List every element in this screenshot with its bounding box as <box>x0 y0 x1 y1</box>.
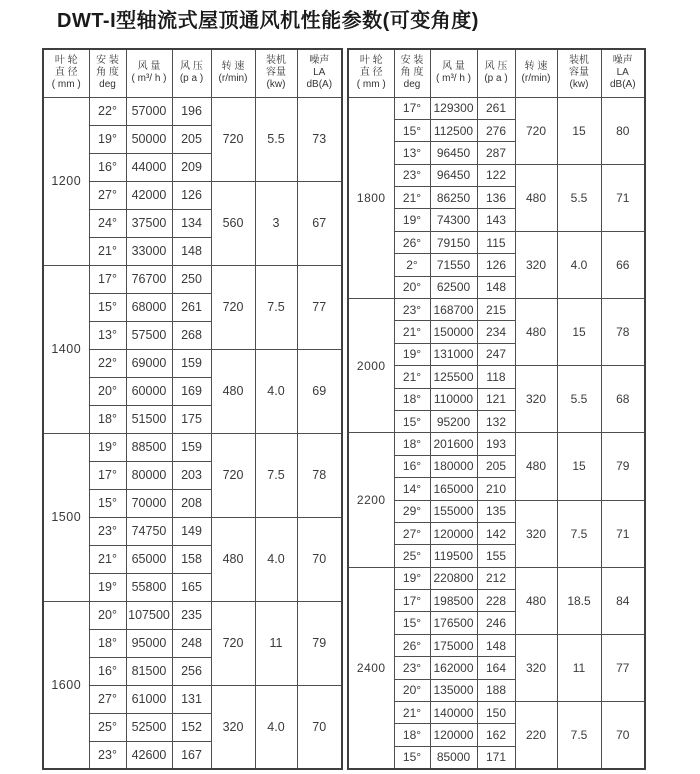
cell-power: 7.5 <box>557 500 601 567</box>
cell-pressure: 256 <box>172 657 211 685</box>
col-header-diameter <box>348 49 394 97</box>
col-header-line: 风 压 <box>484 61 508 73</box>
cell-angle: 23° <box>394 299 430 321</box>
cell-angle: 22° <box>89 97 126 125</box>
cell-angle: 20° <box>89 601 126 629</box>
cell-pressure: 158 <box>172 545 211 573</box>
col-header-line: (p a ) <box>484 73 508 85</box>
cell-pressure: 135 <box>477 500 515 522</box>
header-row <box>43 49 342 97</box>
table-row <box>43 601 342 629</box>
col-header-line: 风 压 <box>180 61 203 73</box>
cell-volume: 220800 <box>430 567 477 589</box>
cell-pressure: 149 <box>172 517 211 545</box>
col-header-line: LA <box>616 67 629 79</box>
cell-speed: 720 <box>515 97 557 164</box>
cell-angle: 19° <box>89 573 126 601</box>
cell-noise: 80 <box>601 97 645 164</box>
cell-angle: 16° <box>89 153 126 181</box>
cell-noise: 78 <box>297 433 342 517</box>
cell-pressure: 209 <box>172 153 211 181</box>
col-header-line: 角 度 <box>96 67 119 79</box>
col-header-line: 装机 <box>266 54 286 66</box>
col-header-line: (kw) <box>569 79 589 91</box>
cell-power: 5.5 <box>557 164 601 231</box>
cell-power: 15 <box>557 97 601 164</box>
cell-noise: 68 <box>601 366 645 433</box>
col-header-line: LA <box>313 67 326 79</box>
cell-volume: 88500 <box>126 433 172 461</box>
cell-pressure: 196 <box>172 97 211 125</box>
col-header-line: 叶 轮 <box>359 54 383 66</box>
cell-pressure: 268 <box>172 321 211 349</box>
col-header-pressure <box>172 49 211 97</box>
cell-volume: 140000 <box>430 702 477 724</box>
cell-pressure: 261 <box>477 97 515 119</box>
cell-angle: 19° <box>394 209 430 231</box>
cell-speed: 720 <box>211 433 255 517</box>
cell-speed: 320 <box>515 231 557 298</box>
cell-diameter: 1400 <box>43 265 89 433</box>
cell-volume: 125500 <box>430 366 477 388</box>
col-header-line: (r/min) <box>218 73 248 85</box>
cell-angle: 20° <box>394 276 430 298</box>
col-header-pressure <box>477 49 515 97</box>
cell-pressure: 261 <box>172 293 211 321</box>
cell-pressure: 136 <box>477 187 515 209</box>
cell-speed: 720 <box>211 97 255 181</box>
cell-pressure: 276 <box>477 119 515 141</box>
cell-noise: 70 <box>601 702 645 769</box>
col-header-line: (r/min) <box>521 73 551 85</box>
col-header-line: 噪声 <box>309 54 330 66</box>
cell-pressure: 287 <box>477 142 515 164</box>
col-header-line: 噪声 <box>612 54 633 66</box>
cell-angle: 22° <box>89 349 126 377</box>
cell-power: 3 <box>255 181 297 265</box>
cell-volume: 176500 <box>430 612 477 634</box>
cell-noise: 73 <box>297 97 342 181</box>
cell-speed: 480 <box>515 567 557 634</box>
cell-pressure: 131 <box>172 685 211 713</box>
col-header-line: 安 装 <box>400 54 424 66</box>
cell-volume: 52500 <box>126 713 172 741</box>
cell-power: 4.0 <box>557 231 601 298</box>
spec-table-right <box>347 48 646 770</box>
cell-angle: 26° <box>394 231 430 253</box>
cell-volume: 86250 <box>430 187 477 209</box>
cell-volume: 110000 <box>430 388 477 410</box>
cell-angle: 16° <box>394 455 430 477</box>
cell-pressure: 162 <box>477 724 515 746</box>
cell-power: 18.5 <box>557 567 601 634</box>
cell-speed: 480 <box>515 164 557 231</box>
col-header-speed <box>211 49 255 97</box>
cell-angle: 21° <box>394 366 430 388</box>
cell-volume: 55800 <box>126 573 172 601</box>
cell-noise: 66 <box>601 231 645 298</box>
cell-noise: 70 <box>297 685 342 769</box>
cell-angle: 16° <box>89 657 126 685</box>
cell-angle: 15° <box>394 612 430 634</box>
cell-power: 5.5 <box>255 97 297 181</box>
col-header-power <box>255 49 297 97</box>
cell-speed: 320 <box>515 500 557 567</box>
cell-pressure: 215 <box>477 299 515 321</box>
cell-volume: 79150 <box>430 231 477 253</box>
cell-pressure: 142 <box>477 522 515 544</box>
cell-volume: 112500 <box>430 119 477 141</box>
cell-angle: 19° <box>89 125 126 153</box>
cell-diameter: 1500 <box>43 433 89 601</box>
col-header-line: (p a ) <box>179 73 204 85</box>
table-row <box>348 97 645 119</box>
spec-table-left <box>42 48 343 770</box>
cell-angle: 15° <box>89 293 126 321</box>
col-header-volume <box>430 49 477 97</box>
col-header-line: deg <box>99 79 116 91</box>
cell-angle: 21° <box>394 187 430 209</box>
cell-angle: 15° <box>89 489 126 517</box>
col-header-line: 容量 <box>266 67 286 79</box>
cell-pressure: 122 <box>477 164 515 186</box>
cell-angle: 15° <box>394 746 430 769</box>
cell-angle: 18° <box>89 405 126 433</box>
cell-speed: 320 <box>515 634 557 701</box>
cell-angle: 18° <box>394 724 430 746</box>
cell-pressure: 247 <box>477 343 515 365</box>
cell-volume: 57500 <box>126 321 172 349</box>
cell-pressure: 175 <box>172 405 211 433</box>
cell-angle: 21° <box>394 702 430 724</box>
col-header-line: ( mm ) <box>356 79 386 91</box>
table-row <box>348 567 645 589</box>
cell-noise: 79 <box>601 433 645 500</box>
table-row <box>43 265 342 293</box>
cell-angle: 23° <box>89 741 126 769</box>
cell-speed: 480 <box>515 433 557 500</box>
cell-volume: 162000 <box>430 657 477 679</box>
cell-volume: 51500 <box>126 405 172 433</box>
cell-power: 15 <box>557 433 601 500</box>
cell-pressure: 132 <box>477 410 515 432</box>
cell-volume: 70000 <box>126 489 172 517</box>
cell-pressure: 234 <box>477 321 515 343</box>
cell-volume: 65000 <box>126 545 172 573</box>
cell-pressure: 121 <box>477 388 515 410</box>
cell-pressure: 210 <box>477 478 515 500</box>
col-header-line: 叶 轮 <box>54 54 78 66</box>
cell-angle: 29° <box>394 500 430 522</box>
col-header-noise <box>601 49 645 97</box>
cell-angle: 19° <box>394 343 430 365</box>
cell-pressure: 148 <box>477 276 515 298</box>
cell-volume: 120000 <box>430 522 477 544</box>
col-header-line: deg <box>403 79 421 91</box>
cell-angle: 13° <box>89 321 126 349</box>
cell-noise: 77 <box>297 265 342 349</box>
cell-pressure: 235 <box>172 601 211 629</box>
cell-angle: 20° <box>394 679 430 701</box>
cell-angle: 27° <box>394 522 430 544</box>
cell-noise: 67 <box>297 181 342 265</box>
header-row <box>348 49 645 97</box>
cell-power: 11 <box>255 601 297 685</box>
cell-angle: 21° <box>394 321 430 343</box>
table-row <box>348 433 645 455</box>
cell-speed: 320 <box>515 366 557 433</box>
col-header-line: 风 量 <box>137 61 161 73</box>
cell-pressure: 169 <box>172 377 211 405</box>
cell-angle: 25° <box>394 545 430 567</box>
cell-pressure: 167 <box>172 741 211 769</box>
col-header-angle <box>394 49 430 97</box>
cell-noise: 71 <box>601 164 645 231</box>
cell-speed: 480 <box>211 517 255 601</box>
cell-angle: 17° <box>89 265 126 293</box>
cell-pressure: 159 <box>172 433 211 461</box>
cell-volume: 74750 <box>126 517 172 545</box>
cell-pressure: 115 <box>477 231 515 253</box>
cell-pressure: 203 <box>172 461 211 489</box>
cell-power: 11 <box>557 634 601 701</box>
cell-power: 4.0 <box>255 685 297 769</box>
col-header-line: 风 量 <box>442 61 465 73</box>
cell-pressure: 126 <box>477 254 515 276</box>
cell-noise: 78 <box>601 299 645 366</box>
cell-volume: 201600 <box>430 433 477 455</box>
col-header-line: ( mm ) <box>51 79 81 91</box>
cell-volume: 96450 <box>430 164 477 186</box>
cell-pressure: 228 <box>477 590 515 612</box>
cell-volume: 175000 <box>430 634 477 656</box>
cell-angle: 19° <box>89 433 126 461</box>
cell-volume: 150000 <box>430 321 477 343</box>
cell-angle: 27° <box>89 685 126 713</box>
cell-angle: 23° <box>394 164 430 186</box>
cell-speed: 720 <box>211 601 255 685</box>
cell-volume: 135000 <box>430 679 477 701</box>
col-header-angle <box>89 49 126 97</box>
cell-angle: 23° <box>89 517 126 545</box>
cell-pressure: 126 <box>172 181 211 209</box>
table-row <box>43 97 342 125</box>
cell-pressure: 148 <box>172 237 211 265</box>
cell-volume: 180000 <box>430 455 477 477</box>
cell-angle: 21° <box>89 545 126 573</box>
cell-volume: 76700 <box>126 265 172 293</box>
col-header-line: ( m³/ h ) <box>131 73 167 85</box>
cell-diameter: 2400 <box>348 567 394 769</box>
cell-noise: 77 <box>601 634 645 701</box>
cell-angle: 21° <box>89 237 126 265</box>
cell-angle: 18° <box>394 433 430 455</box>
cell-volume: 81500 <box>126 657 172 685</box>
cell-speed: 720 <box>211 265 255 349</box>
cell-volume: 129300 <box>430 97 477 119</box>
cell-noise: 69 <box>297 349 342 433</box>
cell-noise: 71 <box>601 500 645 567</box>
col-header-volume <box>126 49 172 97</box>
cell-angle: 17° <box>394 97 430 119</box>
cell-power: 7.5 <box>255 433 297 517</box>
table-row <box>348 299 645 321</box>
cell-angle: 13° <box>394 142 430 164</box>
cell-volume: 44000 <box>126 153 172 181</box>
cell-volume: 168700 <box>430 299 477 321</box>
cell-noise: 79 <box>297 601 342 685</box>
cell-angle: 19° <box>394 567 430 589</box>
col-header-line: 容量 <box>569 67 589 79</box>
cell-volume: 107500 <box>126 601 172 629</box>
cell-speed: 220 <box>515 702 557 769</box>
cell-noise: 70 <box>297 517 342 601</box>
cell-angle: 17° <box>394 590 430 612</box>
cell-power: 4.0 <box>255 349 297 433</box>
cell-power: 7.5 <box>255 265 297 349</box>
cell-volume: 61000 <box>126 685 172 713</box>
cell-angle: 15° <box>394 410 430 432</box>
col-header-diameter <box>43 49 89 97</box>
cell-pressure: 159 <box>172 349 211 377</box>
cell-volume: 42000 <box>126 181 172 209</box>
cell-volume: 62500 <box>430 276 477 298</box>
col-header-line: 直 径 <box>54 67 78 79</box>
cell-pressure: 193 <box>477 433 515 455</box>
cell-pressure: 152 <box>172 713 211 741</box>
cell-speed: 480 <box>211 349 255 433</box>
cell-pressure: 164 <box>477 657 515 679</box>
cell-noise: 84 <box>601 567 645 634</box>
cell-volume: 131000 <box>430 343 477 365</box>
cell-power: 7.5 <box>557 702 601 769</box>
cell-pressure: 205 <box>172 125 211 153</box>
cell-volume: 68000 <box>126 293 172 321</box>
cell-volume: 95200 <box>430 410 477 432</box>
cell-volume: 74300 <box>430 209 477 231</box>
cell-volume: 69000 <box>126 349 172 377</box>
cell-diameter: 2000 <box>348 299 394 433</box>
col-header-power <box>557 49 601 97</box>
cell-volume: 120000 <box>430 724 477 746</box>
cell-pressure: 248 <box>172 629 211 657</box>
cell-angle: 20° <box>89 377 126 405</box>
cell-pressure: 250 <box>172 265 211 293</box>
cell-pressure: 118 <box>477 366 515 388</box>
cell-volume: 33000 <box>126 237 172 265</box>
cell-power: 5.5 <box>557 366 601 433</box>
cell-speed: 320 <box>211 685 255 769</box>
cell-angle: 25° <box>89 713 126 741</box>
cell-angle: 18° <box>394 388 430 410</box>
cell-pressure: 205 <box>477 455 515 477</box>
cell-speed: 560 <box>211 181 255 265</box>
col-header-noise <box>297 49 342 97</box>
cell-volume: 37500 <box>126 209 172 237</box>
cell-angle: 26° <box>394 634 430 656</box>
cell-volume: 60000 <box>126 377 172 405</box>
cell-speed: 480 <box>515 299 557 366</box>
cell-pressure: 165 <box>172 573 211 601</box>
col-header-line: 安 装 <box>96 54 119 66</box>
col-header-line: 转 速 <box>524 61 548 73</box>
cell-pressure: 212 <box>477 567 515 589</box>
cell-volume: 198500 <box>430 590 477 612</box>
col-header-line: 角 度 <box>400 67 424 79</box>
cell-angle: 2° <box>394 254 430 276</box>
cell-volume: 165000 <box>430 478 477 500</box>
cell-angle: 24° <box>89 209 126 237</box>
col-header-line: 直 径 <box>359 67 383 79</box>
cell-pressure: 150 <box>477 702 515 724</box>
cell-angle: 18° <box>89 629 126 657</box>
table-row <box>43 433 342 461</box>
cell-pressure: 134 <box>172 209 211 237</box>
cell-volume: 85000 <box>430 746 477 769</box>
cell-volume: 42600 <box>126 741 172 769</box>
col-header-line: 转 速 <box>221 61 245 73</box>
cell-volume: 96450 <box>430 142 477 164</box>
cell-pressure: 148 <box>477 634 515 656</box>
cell-angle: 14° <box>394 478 430 500</box>
cell-angle: 17° <box>89 461 126 489</box>
cell-pressure: 171 <box>477 746 515 769</box>
col-header-line: dB(A) <box>306 79 333 91</box>
col-header-line: ( m³/ h ) <box>436 73 471 85</box>
cell-volume: 57000 <box>126 97 172 125</box>
cell-angle: 27° <box>89 181 126 209</box>
cell-angle: 23° <box>394 657 430 679</box>
cell-volume: 71550 <box>430 254 477 276</box>
cell-power: 4.0 <box>255 517 297 601</box>
cell-volume: 80000 <box>126 461 172 489</box>
cell-pressure: 155 <box>477 545 515 567</box>
cell-diameter: 2200 <box>348 433 394 567</box>
cell-pressure: 246 <box>477 612 515 634</box>
cell-pressure: 208 <box>172 489 211 517</box>
col-header-line: (kw) <box>266 79 286 91</box>
col-header-line: dB(A) <box>609 79 636 91</box>
col-header-speed <box>515 49 557 97</box>
cell-power: 15 <box>557 299 601 366</box>
cell-volume: 119500 <box>430 545 477 567</box>
page-title: DWT-I型轴流式屋顶通风机性能参数(可变角度) <box>57 10 479 32</box>
cell-angle: 15° <box>394 119 430 141</box>
cell-diameter: 1800 <box>348 97 394 299</box>
cell-diameter: 1200 <box>43 97 89 265</box>
cell-pressure: 143 <box>477 209 515 231</box>
cell-volume: 155000 <box>430 500 477 522</box>
cell-volume: 95000 <box>126 629 172 657</box>
cell-volume: 50000 <box>126 125 172 153</box>
cell-diameter: 1600 <box>43 601 89 769</box>
cell-pressure: 188 <box>477 679 515 701</box>
col-header-line: 装机 <box>569 54 589 66</box>
